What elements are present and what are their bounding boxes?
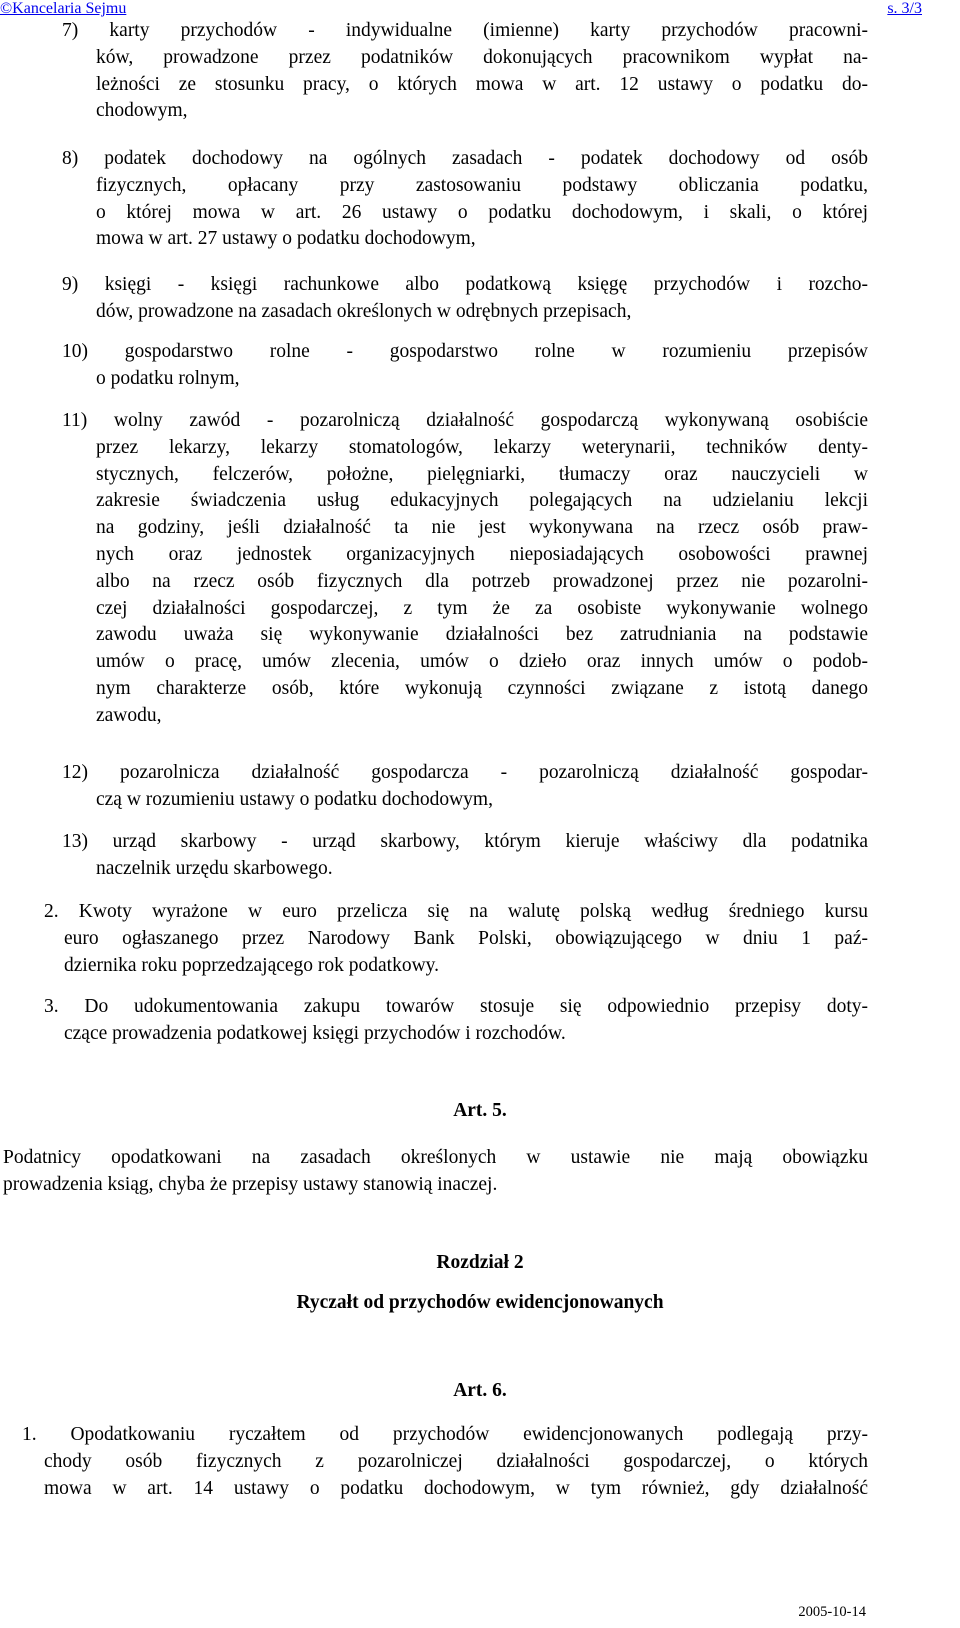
paragraph-2 (44, 899, 868, 979)
text-line: chody osób fizycznych z pozarolniczej działalności gospodarczej, o których (44, 1450, 868, 1472)
text-line: nych oraz jednostek organizacyjnych nieposiadających osobowości prawnej (96, 543, 868, 565)
text-line: czące prowadzenia podatkowej księgi przychodów i rozchodów. (64, 1022, 566, 1044)
definition-item-7 (62, 18, 868, 125)
definition-item-12 (62, 760, 868, 814)
text-line: o podatku rolnym, (96, 367, 240, 389)
chapter-number: Rozdział 2 (436, 1252, 524, 1273)
text-line: prowadzenia ksiąg, chyba że przepisy ustawy stanowią inaczej. (3, 1174, 498, 1195)
definition-item-13 (62, 829, 868, 883)
text-line: 3. Do udokumentowania zakupu towarów stosuje się odpowiednio przepisy doty- (44, 996, 868, 1017)
article-5-heading: Art. 5. (453, 1100, 507, 1121)
text-line: czej działalności gospodarczej, z tym że za osobiste wykonywanie wolnego (96, 597, 868, 619)
text-line: 13) urząd skarbowy - urząd skarbowy, którym kieruje właściwy dla podatnika (62, 831, 868, 852)
article-6-text (22, 1422, 868, 1502)
text-line: ków, prowadzone przez podatników dokonujących pracownikom wypłat na- (96, 46, 868, 68)
text-line: 7) karty przychodów - indywidualne (imienne) karty przychodów pracowni- (62, 20, 868, 41)
text-line: dziernika roku poprzedzającego rok podatkowy. (64, 954, 440, 976)
paragraph-3 (44, 994, 868, 1048)
text-line: zawodu, (96, 704, 162, 726)
definition-item-11 (62, 408, 868, 730)
text-line: zawodu uważa się wykonywanie działalności bez zatrudniania na podstawie (96, 624, 868, 646)
chapter-title: Ryczałt od przychodów ewidencjonowanych (296, 1292, 664, 1313)
text-line: 1. Opodatkowaniu ryczałtem od przychodów ewidencjonowanych podlegają przy- (22, 1424, 868, 1445)
text-line: 11) wolny zawód - pozarolniczą działalność gospodarczą wykonywaną osobiście (62, 410, 868, 431)
text-line: stycznych, felczerów, położne, pielęgniarki, tłumaczy oraz nauczycieli w (96, 463, 868, 485)
article-5-text (3, 1144, 868, 1198)
text-line: 9) księgi - księgi rachunkowe albo podatkową księgę przychodów i rozcho- (62, 274, 868, 295)
text-line: euro ogłaszanego przez Narodowy Bank Polski, obowiązującego w dniu 1 paź- (64, 927, 868, 949)
text-line: naczelnik urzędu skarbowego. (96, 857, 333, 879)
definition-item-10 (62, 339, 868, 393)
text-line: 10) gospodarstwo rolne - gospodarstwo rolne w rozumieniu przepisów (62, 341, 868, 362)
text-line: mowa w art. 27 ustawy o podatku dochodowym, (96, 228, 476, 250)
definition-item-8 (62, 146, 868, 253)
text-line: 2. Kwoty wyrażone w euro przelicza się na walutę polską według średniego kursu (44, 901, 868, 922)
text-line: mowa w art. 14 ustawy o podatku dochodowym, w tym również, gdy działalność (44, 1477, 868, 1499)
text-line: o której mowa w art. 26 ustawy o podatku dochodowym, i skali, o której (96, 201, 868, 223)
article-6-heading: Art. 6. (453, 1380, 507, 1401)
text-line: albo na rzecz osób fizycznych dla potrzeb prowadzonej przez nie pozarolni- (96, 570, 868, 592)
text-line: przez lekarzy, lekarzy stomatologów, lekarzy weterynarii, techników denty- (96, 436, 868, 458)
text-line: nym charakterze osób, które wykonują czynności związane z istotą danego (96, 677, 868, 699)
text-line: dów, prowadzone na zasadach określonych w odrębnych przepisach, (96, 300, 632, 322)
text-line: Podatnicy opodatkowani na zasadach określonych w ustawie nie mają obowiązku (3, 1147, 868, 1168)
text-line: 12) pozarolnicza działalność gospodarcza - pozarolniczą działalność gospodar- (62, 762, 868, 783)
text-line: umów o pracę, umów zlecenia, umów o dzieło oraz innych umów o podob- (96, 651, 868, 673)
definition-item-9 (62, 272, 868, 326)
publisher-link[interactable]: ©Kancelaria Sejmu (0, 0, 127, 17)
text-line: zakresie świadczenia usług edukacyjnych polegających na udzielaniu lekcji (96, 490, 868, 512)
page-number-link[interactable]: s. 3/3 (887, 0, 922, 17)
text-line: czą w rozumieniu ustawy o podatku dochodowym, (96, 788, 493, 810)
text-line: fizycznych, opłacany przy zastosowaniu podstawy obliczania podatku, (96, 174, 868, 196)
text-line: chodowym, (96, 100, 188, 122)
text-line: na godziny, jeśli działalność ta nie jest wykonywana na rzecz osób praw- (96, 517, 868, 539)
text-line: 8) podatek dochodowy na ogólnych zasadach - podatek dochodowy od osób (62, 148, 868, 169)
text-line: leżności ze stosunku pracy, o których mowa w art. 12 ustawy o podatku do- (96, 73, 868, 95)
footer-date: 2005-10-14 (798, 1604, 866, 1620)
